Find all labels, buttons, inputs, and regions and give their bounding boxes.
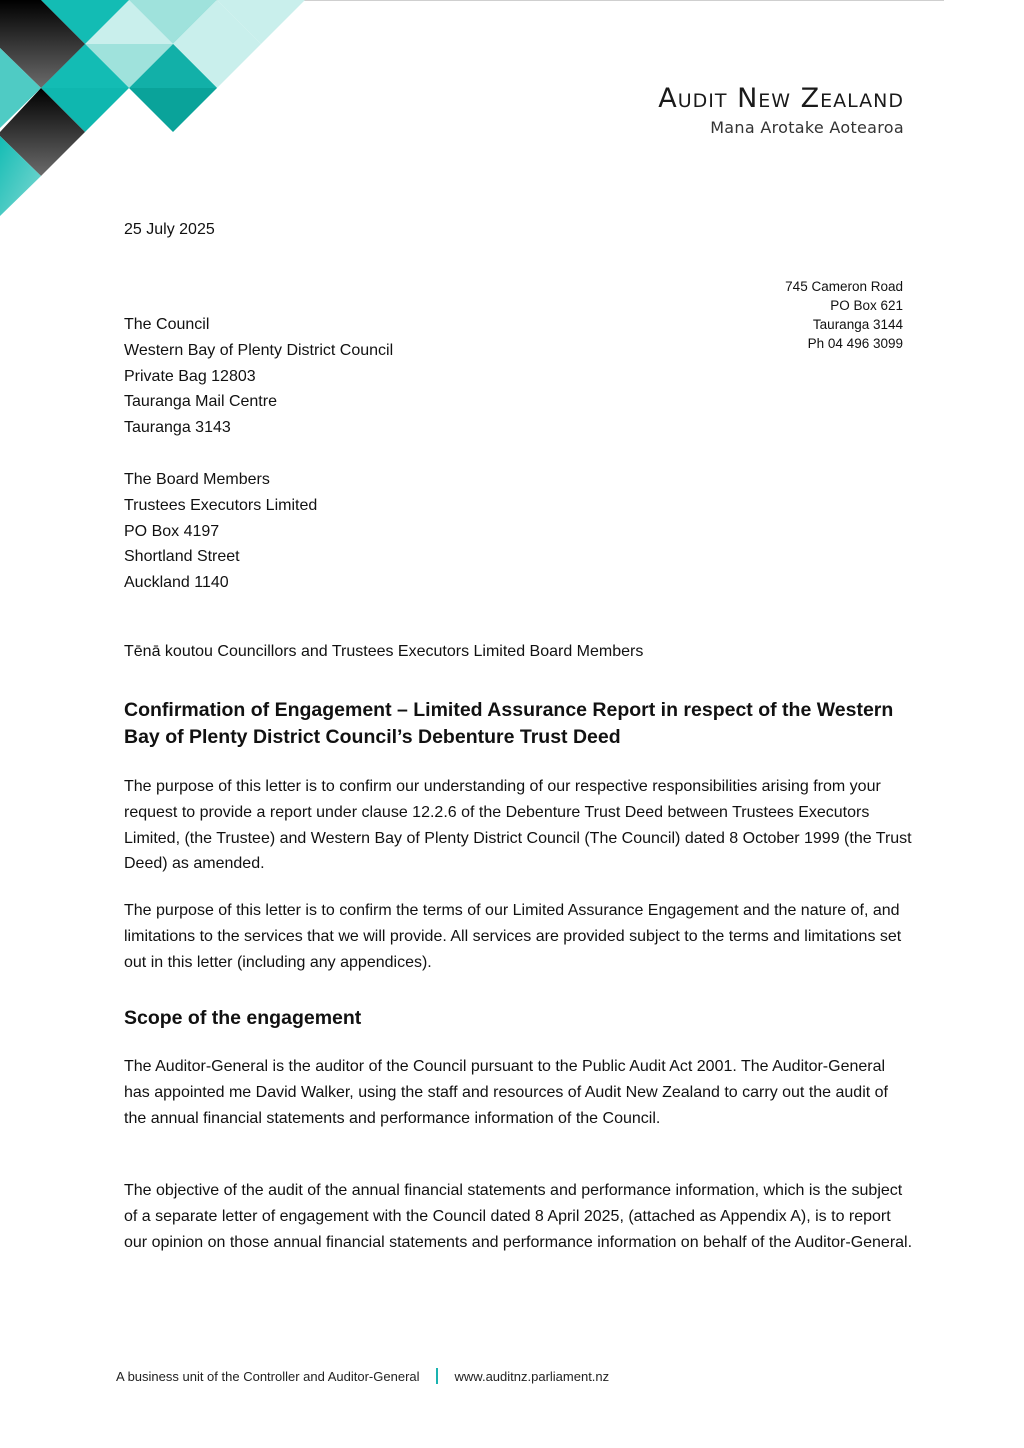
paragraph-purpose: The purpose of this letter is to confirm our understanding of our respective responsibilities arising from your request to provide a report under clause 12.2.6 of the Debenture Trust Deed between Trustees Executors Limited, (the Trustee) and Western Bay of Plenty District Council (The Council) dated 8 October 1999 (the Trust Deed) as amended. — [124, 778, 912, 873]
corner-diamond-pattern — [0, 0, 310, 220]
recipient-line: Auckland 1140 — [124, 574, 229, 592]
logo-tagline: Mana Arotake Aotearoa — [710, 118, 904, 137]
recipient-line: Western Bay of Plenty District Council — [124, 341, 394, 359]
paragraph-terms: The purpose of this letter is to confirm the terms of our Limited Assurance Engagement and the nature of, and limitations to the services that we will provide. All services are provided subject to the terms and limitations set out in this letter (including any appendices). — [124, 902, 902, 971]
office-phone: Ph 04 496 3099 — [807, 336, 903, 351]
recipient-address-council — [124, 312, 393, 441]
section-heading-scope: Scope of the engagement — [124, 1007, 362, 1029]
recipient-line: Tauranga Mail Centre — [124, 393, 277, 411]
salutation: Tēnā koutou Councillors and Trustees Executors Limited Board Members — [124, 643, 644, 660]
footer-business-unit: A business unit of the Controller and Auditor-General — [116, 1368, 420, 1384]
recipient-line: PO Box 4197 — [124, 522, 220, 540]
recipient-line: The Council — [124, 316, 210, 333]
recipient-address-trustee — [124, 467, 317, 596]
recipient-line: Private Bag 12803 — [124, 367, 256, 385]
recipient-line: Tauranga 3143 — [124, 419, 231, 437]
letter-date: 25 July 2025 — [124, 221, 215, 238]
letter-title: Confirmation of Engagement – Limited Assurance Report in respect of the Western Bay of Plenty District Council’s Debenture Trust Deed — [124, 699, 894, 748]
paragraph-auditor-general: The Auditor-General is the auditor of the Council pursuant to the Public Audit Act 2001. The Auditor-General has appointed me David Walker, using the staff and resources of Audit New Zealand to carry out the audit of the annual financial statements and performance information of the Council. — [124, 1058, 888, 1127]
office-address-line: Tauranga 3144 — [812, 317, 903, 332]
logo-wordmark: Audit New Zealand — [658, 83, 904, 114]
recipient-line: Shortland Street — [124, 548, 240, 566]
recipient-line: Trustees Executors Limited — [124, 496, 318, 514]
office-address — [785, 277, 903, 353]
page-footer — [116, 1368, 609, 1384]
recipient-line: The Board Members — [124, 471, 270, 488]
footer-website-link[interactable]: www.auditnz.parliament.nz — [454, 1368, 610, 1384]
paragraph-objective: The objective of the audit of the annual financial statements and performance information, which is the subject of a separate letter of engagement with the Council dated 8 April 2025, (attached as Appendix A), is to report our opinion on those annual financial statements and performance information on behalf of the Auditor-General. — [124, 1182, 913, 1251]
footer-separator — [436, 1368, 438, 1384]
audit-nz-logo — [658, 84, 904, 137]
office-address-line: 745 Cameron Road — [785, 279, 903, 294]
office-address-line: PO Box 621 — [830, 298, 903, 313]
